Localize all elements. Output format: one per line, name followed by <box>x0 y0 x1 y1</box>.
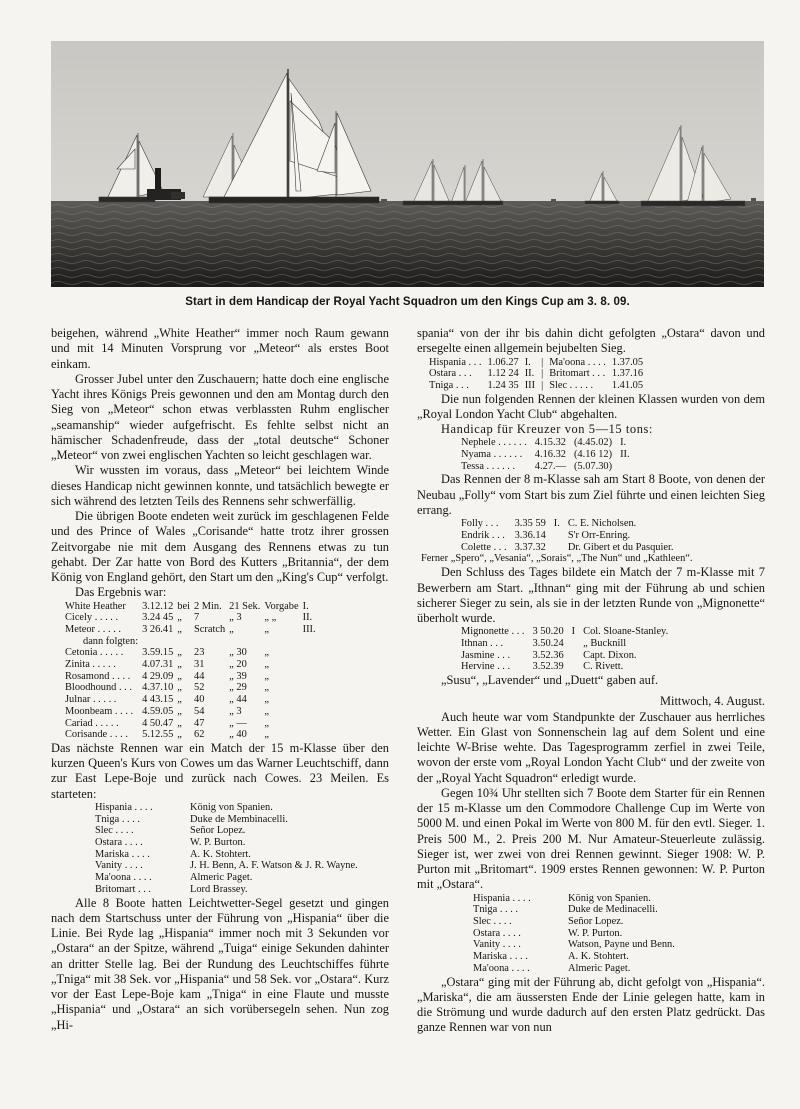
table-cell: II. <box>524 368 535 380</box>
table-row <box>95 825 358 837</box>
table-cell: „ <box>264 729 269 741</box>
table-cell: „ <box>264 705 269 717</box>
table-cell: 3.37.32 <box>514 541 546 553</box>
table-body <box>429 357 649 392</box>
table-row <box>95 802 358 814</box>
table-cell: Vanity . . . . <box>473 939 521 951</box>
table-cell <box>572 638 583 650</box>
table-cell: Hispania . . . . <box>473 892 531 904</box>
table-cell: I <box>571 626 576 638</box>
table-cell <box>620 461 638 473</box>
dann-folgten: dann folgten: <box>83 635 139 647</box>
table-cell: „ <box>177 694 182 706</box>
table-cell: 4 29.09 <box>142 670 174 682</box>
table-cell: „ <box>177 659 182 671</box>
table-row <box>461 461 638 473</box>
table-cell: 23 <box>194 647 205 659</box>
eight-m-table <box>461 518 681 553</box>
table-cell: Corisande . . . . <box>65 729 128 741</box>
table-cell: (5.07.30) <box>573 460 613 472</box>
paragraph: Die nun folgenden Rennen der kleinen Klassen wurden von dem „Royal London Yacht Club“ abgehalten. <box>417 391 765 421</box>
table-cell: Señor Lopez. <box>568 916 624 928</box>
table-cell: 7 <box>194 612 200 624</box>
table-row <box>473 928 675 940</box>
table-cell: Cariad . . . . . <box>65 717 119 729</box>
table-row <box>461 661 676 673</box>
table-cell: Col. Sloane-Stanley. <box>583 626 669 638</box>
starters-table-2 <box>473 893 675 975</box>
table-cell: 1.24 35 <box>487 379 519 391</box>
table-cell: | <box>541 379 544 391</box>
table-cell: C. E. Nicholsen. <box>567 518 637 530</box>
table-cell: „ <box>264 670 269 682</box>
table-row <box>65 706 320 718</box>
table-cell: „ Bucknill <box>583 638 627 650</box>
table-cell: Endrik . . . <box>461 529 505 541</box>
table-row <box>65 729 320 741</box>
seven-m-table <box>461 626 676 673</box>
table-cell: I. <box>553 518 560 530</box>
table-cell: 3.36.14 <box>514 529 546 541</box>
table-cell: Capt. Dixon. <box>583 649 637 661</box>
table-cell: Almeric Paget. <box>568 962 631 974</box>
table-cell: 3.52.36 <box>532 649 564 661</box>
also-note: „Susu“, „Lavender“ und „Duett“ gaben auf. <box>441 673 659 688</box>
table-cell: 3.50.24 <box>532 638 564 650</box>
table-cell: 5.12.55 <box>142 729 174 741</box>
table-cell: (4.16 12) <box>573 449 613 461</box>
table-row <box>429 368 649 380</box>
table-cell: Scratch <box>194 623 226 635</box>
paragraph: Das Rennen der 8 m-Klasse sah am Start 8 Boote, von denen der Neubau „Folly“ vom Start bis zum Ziel führte und einen leichten Sieg errang. <box>417 472 765 517</box>
table-cell: Britomart . . . <box>549 368 606 380</box>
table-cell: A. K. Stohtert. <box>568 951 629 963</box>
table-cell: „ 44 <box>229 694 247 706</box>
table-row <box>65 659 320 671</box>
table-cell: 54 <box>194 705 205 717</box>
right-column <box>417 326 765 1036</box>
table-cell: 3 50.20 <box>532 626 564 638</box>
table-cell: „ <box>177 682 182 694</box>
table-body <box>461 437 638 472</box>
table-row <box>65 601 320 613</box>
table-cell: 47 <box>194 717 205 729</box>
table-row <box>95 860 358 872</box>
table-cell: „ <box>264 659 269 671</box>
table-cell: 62 <box>194 729 205 741</box>
table-row <box>429 357 649 369</box>
table-cell: „ <box>264 694 269 706</box>
table-cell: White Heather <box>65 600 126 612</box>
table-cell: „ <box>264 682 269 694</box>
table-cell: 3.35 59 <box>514 518 546 530</box>
table-cell: 1.12 24 <box>487 368 519 380</box>
table-row <box>461 530 681 542</box>
paragraph: Auch heute war vom Standpunkte der Zuschauer aus herrliches Wetter. Ein Glast von Sonnenschein lag auf dem Solent und eine leichte W-Brise wehte. Das Tagesprogramm zerfiel in zwei Teile, wovon der erste vom „Royal London Yacht Club“ und der zweite von der „Royal Yacht Squadron“ erledigt wurde. <box>417 709 765 785</box>
table-cell: 31 <box>194 659 205 671</box>
table-cell: Hispania . . . . <box>95 801 153 813</box>
table-cell: II. <box>302 612 313 624</box>
table-cell: „ — <box>229 717 247 729</box>
table-row <box>461 638 676 650</box>
table-cell: Mariska . . . . <box>473 951 528 963</box>
table-cell: Hervine . . . <box>461 661 511 673</box>
table-cell: „ 30 <box>229 647 247 659</box>
table-cell: I. <box>302 600 309 612</box>
table-row <box>95 884 358 896</box>
table-cell: W. P. Burton. <box>190 837 246 849</box>
table-cell: Ma'oona . . . . <box>95 872 152 884</box>
table-row <box>65 647 320 659</box>
table-cell: bei <box>177 600 190 612</box>
table-cell: 1.06.27 <box>487 356 519 368</box>
table-cell <box>572 661 583 673</box>
table-cell: I. <box>524 356 531 368</box>
table-cell: Ostara . . . . <box>95 837 143 849</box>
table-cell: 52 <box>194 682 205 694</box>
table-cell: „ <box>177 670 182 682</box>
handicap-heading: Handicap für Kreuzer von 5—15 tons: <box>441 422 653 437</box>
table-row <box>461 449 638 461</box>
table-row <box>461 542 681 554</box>
table-row <box>461 437 638 449</box>
table-cell: „ <box>264 717 269 729</box>
table-cell: 1.37.16 <box>611 368 644 380</box>
table-cell: Ma'oona . . . . <box>473 962 530 974</box>
table-cell: Ostara . . . . <box>473 927 521 939</box>
table-row <box>65 671 320 683</box>
table-body <box>65 647 320 741</box>
paragraph: Gegen 10¾ Uhr stellten sich 7 Boote dem Starter für ein Rennen der 15 m-Klasse um den Commodore Challenge Cup im Werte von 5000 M. und einen Pokal im Werte von 800 M. für den evtl. Sieger. 1. Preis 500 M., 2. Preis 200 M. Nur Amateur-Steuerleute zulässig. Sieger ist, wer zwei von drei Rennen gewinnt. Sieger 1908: W. P. Purton mit „Britomart“. 1909 erstes Rennen gewonnen: W. P. Purton mit „Ostara“. <box>417 785 765 892</box>
table-cell: Meteor . . . . . <box>65 623 121 635</box>
paragraph: Das nächste Rennen war ein Match der 15 m-Klasse über den kurzen Queen's Kurs von Cowes um das Warner Leuchtschiff, dann zur East Lepe-Boje und zurück nach Cowes. 23 Meilen. Es starteten: <box>51 740 389 801</box>
table-cell: Tniga . . . <box>429 379 469 391</box>
table-cell: Lord Brassey. <box>190 883 248 895</box>
table-cell: Dr. Gibert et du Pasquier. <box>567 541 674 553</box>
table-cell: Ostara . . . <box>429 368 472 380</box>
table-row <box>473 939 675 951</box>
paragraph: Alle 8 Boote hatten Leichtwetter-Segel gesetzt und gingen nach dem Startschuss unter der Führung von „Hispania“ über die Linie. Bei Ryde lag „Hispania“ immer noch mit 3 Sekunden vor „Ostara“ an der Spitze, während „Tuiga“ einige Sekunden dahinter an dritter Stelle lag. Bei der Rundung des Leuchtschiffes führte „Tniga“ mit 38 Sek. vor „Hispania“ und 58 Sek. vor „Ostara“. Kurz vor der East Lepe-Boje kam „Tniga“ in eine Flaute und musste „Hispania“ und „Ostara“ an sich vorübersegeln sehen. Nun zog „Hi- <box>51 895 389 1032</box>
table-cell: Tniga . . . . <box>473 904 519 916</box>
table-cell: Vorgabe <box>264 600 299 612</box>
table-cell: „ <box>229 623 234 635</box>
table-body <box>95 802 358 896</box>
table-cell: Almeric Paget. <box>190 872 253 884</box>
table-cell: 4.27.— <box>534 460 566 472</box>
table-cell: II. <box>620 449 630 461</box>
paragraph: beigehen, während „White Heather“ immer noch Raum gewann und mit 14 Minuten Vorsprung vor „Meteor“ als erstes Boot einkam. <box>51 326 389 371</box>
table-cell: Tniga . . . . <box>95 813 141 825</box>
left-column <box>51 326 389 1033</box>
table-cell: Hispania . . . <box>429 356 482 368</box>
photo-caption: Start in dem Handicap der Royal Yacht Squadron um den Kings Cup am 3. 8. 09. <box>185 296 630 308</box>
table-cell: Duke de Membinacelli. <box>190 813 288 825</box>
table-cell: 4 43.15 <box>142 694 174 706</box>
paragraph: spania“ von der ihr bis dahin dicht gefolgten „Ostara“ davon und ersegelte einen allgemein bejubelten Sieg. <box>417 326 765 356</box>
table-cell: Jasmine . . . <box>461 649 511 661</box>
table-cell: 1.37.05 <box>611 356 644 368</box>
table-cell: 2 Min. <box>194 600 222 612</box>
table-cell: 3.12.12 <box>142 600 174 612</box>
table-cell: S'r Orr-Enring. <box>567 529 631 541</box>
table-cell: „ <box>177 717 182 729</box>
table-cell: 4 50.47 <box>142 717 174 729</box>
table-cell: J. H. Benn, A. F. Watson & J. R. Wayne. <box>190 860 358 872</box>
table-row <box>65 624 320 636</box>
table-cell <box>554 530 568 542</box>
table-cell: 3 26.41 <box>142 623 174 635</box>
table-cell: Nephele . . . . . . <box>461 437 527 449</box>
table-cell: Julnar . . . . . <box>65 694 117 706</box>
paragraph: Grosser Jubel unter den Zuschauern; hatte doch eine englische Yacht ihres Königs Preis gewonnen und den am Montag durch den Sieg von „Meteor“ schon etwas verblassten Ruhm englischer „seamanship“ wieder aufgefrischt. Es fehlte selbst nicht an hämischer Schadenfreude, dass der „total deutsche“ Schoner „Meteor“ von zwei englischen Yachten so leicht geschlagen war. <box>51 371 389 462</box>
starters-table <box>95 802 358 896</box>
table-cell: 4.59.05 <box>142 705 174 717</box>
table-row <box>461 626 676 638</box>
table-cell: Britomart . . . <box>95 883 151 895</box>
table-cell: III. <box>302 623 316 635</box>
table-cell: Slec . . . . <box>95 825 134 837</box>
table-cell: Duke de Medinacelli. <box>568 904 658 916</box>
table-cell: „ <box>177 705 182 717</box>
table-cell: W. P. Purton. <box>568 927 623 939</box>
handicap-table <box>461 437 638 472</box>
paragraph: Wir wussten im voraus, dass „Meteor“ bei leichtem Winde dieses Handicap nicht gewinnen konnte, und tatsächlich bewegte er sich während des letzten Teils des Rennens sehr schwerfällig. <box>51 463 389 508</box>
table-cell: König von Spanien. <box>190 801 273 813</box>
table-cell: Folly . . . <box>461 518 499 530</box>
table-body <box>461 518 681 553</box>
paragraph: Die übrigen Boote endeten weit zurück im geschlagenen Felde und des Prince of Wales „Corisande“ hatte trotz ihrer grossen Zeitvorgabe nie mit dem Ausgang des Rennens etwas zu tun gehabt. Der Zar hatte von Bord des Kutters „Britannia“, der dem König von England gehört, den Start um den „King's Cup“ verfolgt. <box>51 509 389 584</box>
ferner-note: Ferner „Spero“, „Vesania“, „Sorais“, „The Nun“ und „Kathleen“. <box>421 553 693 565</box>
table-cell: Colette . . . <box>461 541 507 553</box>
table-row <box>429 380 649 392</box>
table-body <box>461 626 676 673</box>
table-cell: „ <box>264 647 269 659</box>
table-row <box>95 837 358 849</box>
table-body <box>65 601 320 636</box>
table-cell: Rosamond . . . . <box>65 670 131 682</box>
table-cell: 4.16.32 <box>534 449 566 461</box>
table-cell: Ithnan . . . <box>461 638 504 650</box>
table-cell: Slec . . . . . <box>549 379 594 391</box>
table-row <box>65 718 320 730</box>
table-cell: Slec . . . . <box>473 916 512 928</box>
table-row <box>473 963 675 975</box>
table-row <box>65 612 320 624</box>
table-cell: 3.59.15 <box>142 647 174 659</box>
table-cell: 3.52.39 <box>532 661 564 673</box>
table-cell: Zinita . . . . . <box>65 659 116 671</box>
table-cell: „ „ <box>264 612 277 624</box>
table-row <box>461 518 681 530</box>
table-cell: Vanity . . . . <box>95 860 143 872</box>
paragraph: „Ostara“ ging mit der Führung ab, dicht gefolgt von „Hispania“. „Mariska“, die am äussersten Ende der Linie gelegen hatte, kam in die Strömung und wurde dadurch auf den ersten Platz gedrückt. Das ganze Rennen war von nun <box>417 974 765 1035</box>
table-cell: 3.24 45 <box>142 612 174 624</box>
paragraph: Den Schluss des Tages bildete ein Match der 7 m-Klasse mit 7 Bewerbern am Start. „Ithnan“ ging mit der Führung ab und schien sicherer Sieger zu sein, als sie in der letzten Runde von „Mignonette“ überholt wurde. <box>417 565 765 626</box>
table-cell: A. K. Stohtert. <box>190 848 251 860</box>
table-row <box>473 916 675 928</box>
table-row <box>473 893 675 905</box>
table-cell: „ 3 <box>229 705 242 717</box>
table-cell: Tessa . . . . . . <box>461 460 516 472</box>
table-row <box>461 650 676 662</box>
table-cell: | <box>541 356 544 368</box>
table-cell: Moonbeam . . . . <box>65 705 134 717</box>
table-cell: „ 3 <box>229 612 242 624</box>
table-cell: 4.37.10 <box>142 682 174 694</box>
table-cell: 4.07.31 <box>142 659 174 671</box>
table-cell <box>554 542 568 554</box>
table-cell: I. <box>620 437 627 449</box>
table-cell <box>572 650 583 662</box>
table-cell: (4.45.02) <box>573 437 613 449</box>
table-row <box>95 872 358 884</box>
table-row <box>65 682 320 694</box>
table-cell: Watson, Payne und Benn. <box>568 939 675 951</box>
result-heading: Das Ergebnis war: <box>75 585 167 600</box>
table-cell: Cetonia . . . . . <box>65 647 124 659</box>
table-row <box>65 694 320 706</box>
table-cell: Mariska . . . . <box>95 848 150 860</box>
table-cell: 40 <box>194 694 205 706</box>
table-cell: Señor Lopez. <box>190 825 246 837</box>
table-cell: | <box>541 368 544 380</box>
kings-cup-results-table <box>65 601 320 741</box>
table-cell: Cicely . . . . . <box>65 612 119 624</box>
table-cell: Nyama . . . . . . <box>461 449 523 461</box>
table-cell: III <box>524 379 536 391</box>
date-heading: Mittwoch, 4. August. <box>660 694 765 709</box>
regatta-photo <box>51 41 764 287</box>
table-cell: „ <box>264 623 269 635</box>
table-cell: „ 40 <box>229 729 247 741</box>
table-cell: 1.41.05 <box>611 379 644 391</box>
table-cell: „ <box>177 623 182 635</box>
table-cell: 21 Sek. <box>229 600 261 612</box>
table-cell: Mignonette . . . <box>461 626 525 638</box>
table-cell: König von Spanien. <box>568 892 651 904</box>
table-cell: 44 <box>194 670 205 682</box>
table-row <box>473 904 675 916</box>
table-cell: Bloodhound . . . <box>65 682 132 694</box>
table-row <box>473 951 675 963</box>
table-cell: C. Rivett. <box>583 661 624 673</box>
table-cell: „ <box>177 729 182 741</box>
table-cell: „ <box>177 612 182 624</box>
match-results-table <box>429 357 649 392</box>
table-row <box>95 849 358 861</box>
table-cell: „ 29 <box>229 682 247 694</box>
table-cell: Ma'oona . . . . <box>549 356 606 368</box>
table-cell: „ 20 <box>229 659 247 671</box>
table-cell: „ 39 <box>229 670 247 682</box>
table-cell: 4.15.32 <box>534 437 566 449</box>
table-body <box>473 893 675 975</box>
table-row <box>95 814 358 826</box>
table-cell: „ <box>177 647 182 659</box>
